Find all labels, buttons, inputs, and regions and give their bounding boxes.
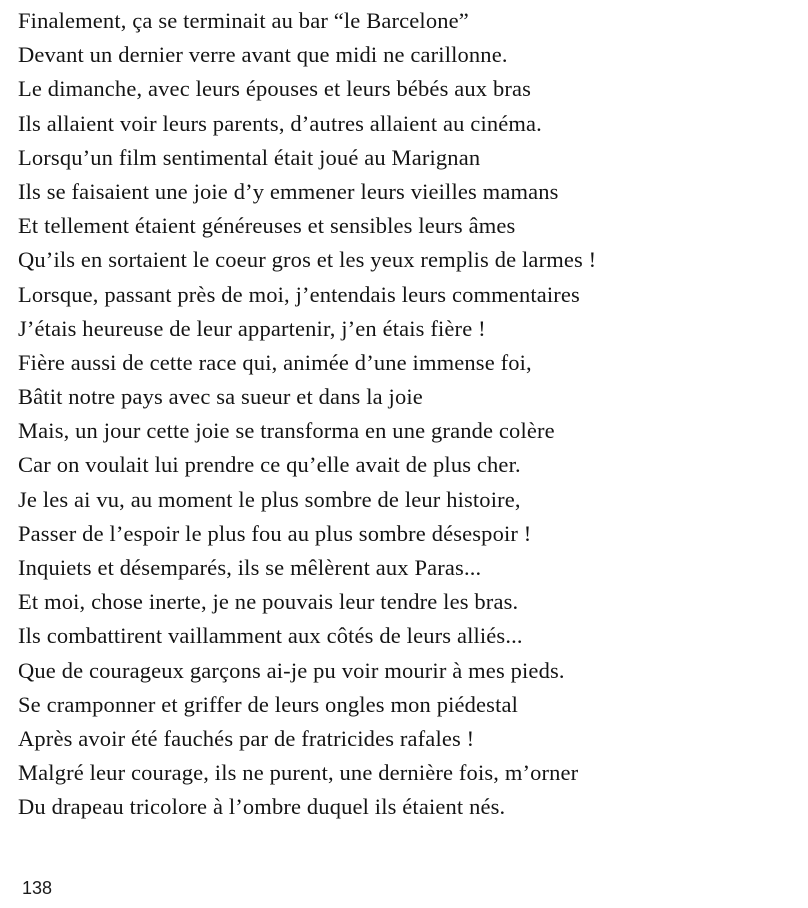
- poem-line: Ils se faisaient une joie d’y emmener leurs vieilles mamans: [18, 178, 559, 204]
- poem-line: Malgré leur courage, ils ne purent, une dernière fois, m’orner: [18, 760, 579, 786]
- poem-line: Le dimanche, avec leurs épouses et leurs bébés aux bras: [18, 76, 532, 102]
- poem-line: Mais, un jour cette joie se transforma en une grande colère: [18, 418, 555, 444]
- poem-line: Car on voulait lui prendre ce qu’elle avait de plus cher.: [18, 452, 521, 478]
- poem-line: Du drapeau tricolore à l’ombre duquel ils étaient nés.: [18, 794, 506, 820]
- poem-line: Passer de l’espoir le plus fou au plus sombre désespoir !: [18, 520, 532, 546]
- poem-line: Finalement, ça se terminait au bar “le Barcelone”: [18, 8, 469, 33]
- poem-line: Qu’ils en sortaient le coeur gros et les yeux remplis de larmes !: [18, 247, 597, 273]
- poem-line: Fière aussi de cette race qui, animée d’une immense foi,: [18, 349, 532, 375]
- poem-line: Je les ai vu, au moment le plus sombre de leur histoire,: [18, 486, 521, 512]
- poem-line: Après avoir été fauchés par de fratricides rafales !: [18, 725, 475, 751]
- page-number: 138: [22, 878, 53, 898]
- poem-text: [18, 4, 803, 825]
- poem-line: Bâtit notre pays avec sa sueur et dans la joie: [18, 384, 423, 410]
- poem-line: J’étais heureuse de leur appartenir, j’en étais fière !: [18, 315, 486, 341]
- poem-line: Lorsque, passant près de moi, j’entendais leurs commentaires: [18, 281, 580, 307]
- poem-line: Et moi, chose inerte, je ne pouvais leur tendre les bras.: [18, 589, 519, 615]
- poem-line: Se cramponner et griffer de leurs ongles mon piédestal: [18, 691, 519, 717]
- poem-line: Ils combattirent vaillamment aux côtés de leurs alliés...: [18, 623, 523, 649]
- poem-line: Et tellement étaient généreuses et sensibles leurs âmes: [18, 213, 516, 239]
- poem-line: Devant un dernier verre avant que midi ne carillonne.: [18, 42, 508, 68]
- poem-line: Que de courageux garçons ai-je pu voir mourir à mes pieds.: [18, 657, 565, 683]
- poem-line: Inquiets et désemparés, ils se mêlèrent aux Paras...: [18, 555, 482, 580]
- poem-line: Ils allaient voir leurs parents, d’autres allaient au cinéma.: [18, 110, 542, 136]
- poem-line: Lorsqu’un film sentimental était joué au Marignan: [18, 144, 481, 170]
